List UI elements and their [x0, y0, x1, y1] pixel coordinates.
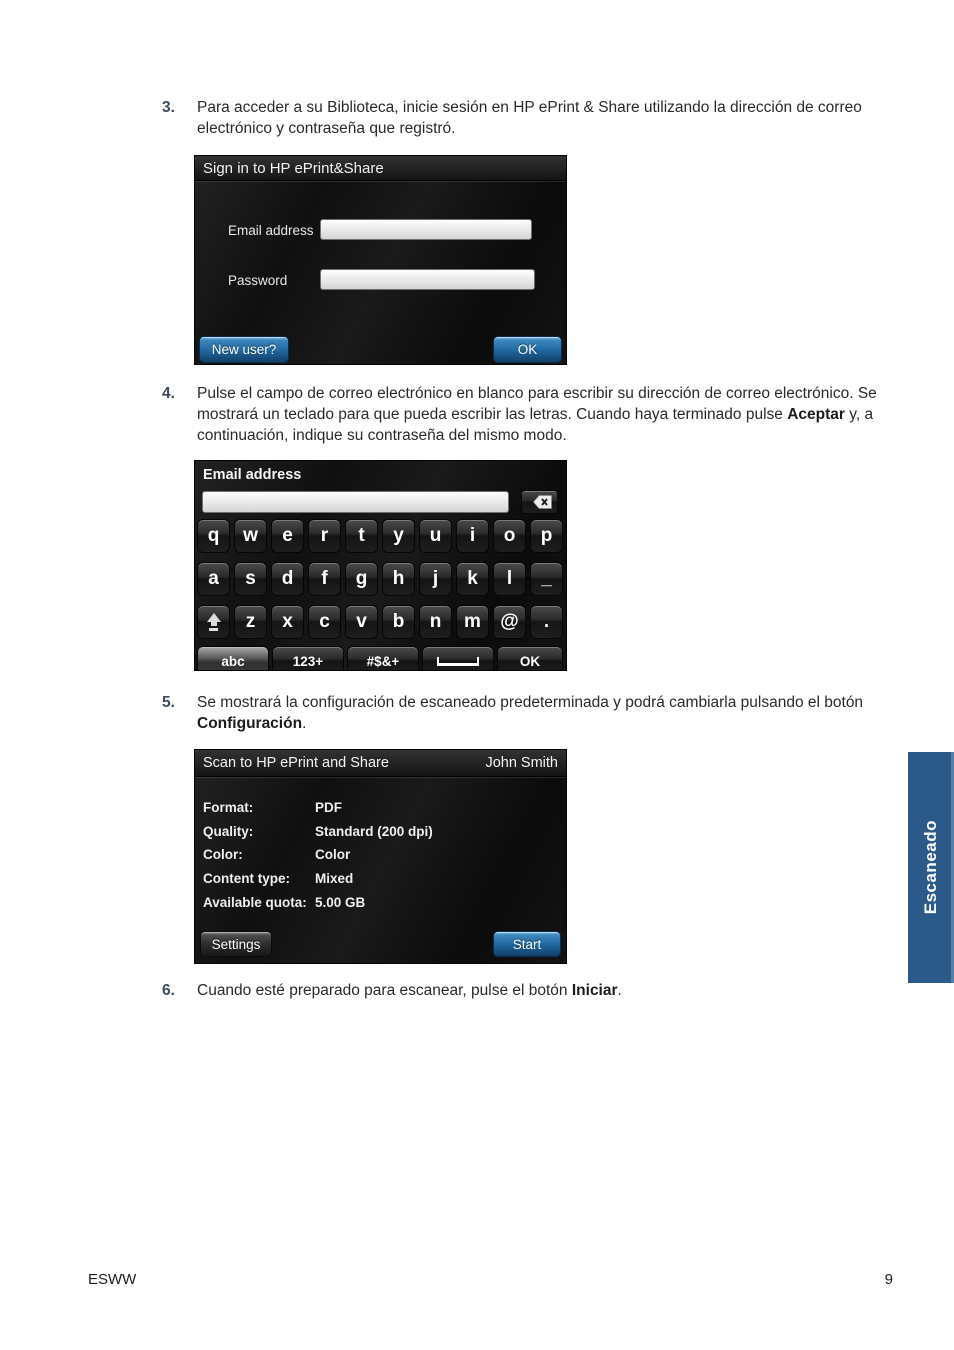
scan-setting-label: Format: [203, 800, 254, 816]
password-field[interactable] [320, 269, 535, 290]
keyboard-row-4 [197, 646, 563, 670]
key-m[interactable]: m [456, 605, 489, 639]
key-u[interactable]: u [419, 519, 452, 553]
step-5 [162, 692, 877, 734]
email-field[interactable] [320, 219, 532, 240]
scan-settings-list [203, 796, 558, 914]
scan-setting-value: 5.00 GB [315, 894, 366, 910]
step-5-text [197, 692, 877, 734]
scan-setting-value: PDF [315, 800, 342, 816]
key-t[interactable]: t [345, 519, 378, 553]
key-h[interactable]: h [382, 562, 415, 596]
scan-setting-label: Available quota: [203, 894, 307, 910]
space-icon [437, 657, 479, 666]
signin-titlebar [195, 156, 566, 181]
key-n[interactable]: n [419, 605, 452, 639]
step-6-text-post: . [617, 982, 622, 999]
step-6-number: 6. [162, 982, 175, 999]
scan-title: Scan to HP ePrint and Share [203, 755, 389, 771]
step-4-text [197, 383, 877, 446]
keyboard-ok-key[interactable]: OK [497, 646, 563, 670]
signin-ok-button[interactable]: OK [493, 336, 562, 363]
scan-setting-row [203, 820, 558, 844]
step-3 [162, 97, 877, 139]
backspace-key[interactable] [521, 490, 558, 514]
key-s[interactable]: s [234, 562, 267, 596]
signin-title: Sign in to HP ePrint&Share [203, 160, 384, 177]
scan-setting-row [203, 843, 558, 867]
step-4 [162, 383, 877, 446]
scan-setting-row [203, 890, 558, 914]
key-w[interactable]: w [234, 519, 267, 553]
step-3-text-pre: Para acceder a su Biblioteca, inicie sesión en HP ePrint & Share utilizando la dirección de correo electrónico y contraseña que registró. [197, 99, 862, 137]
scan-setting-row [203, 867, 558, 891]
scan-setting-value: Color [315, 847, 351, 863]
scan-titlebar [195, 750, 566, 777]
key-q[interactable]: q [197, 519, 230, 553]
key-dot[interactable]: . [530, 605, 563, 639]
footer-page-number: 9 [884, 1271, 893, 1288]
keyboard-row-2 [197, 562, 563, 596]
key-y[interactable]: y [382, 519, 415, 553]
key-a[interactable]: a [197, 562, 230, 596]
signin-screenshot [195, 156, 566, 364]
step-6-text [197, 980, 877, 1001]
space-key[interactable] [422, 646, 494, 670]
key-[interactable]: #$&+ [347, 646, 419, 670]
keyboard-input[interactable] [202, 491, 509, 513]
step-6 [162, 980, 877, 1001]
scan-setting-value: Mixed [315, 871, 354, 887]
key-x[interactable]: x [271, 605, 304, 639]
scan-setting-label: Color: [203, 847, 243, 863]
key-j[interactable]: j [419, 562, 452, 596]
scan-setting-label: Content type: [203, 871, 290, 887]
key-i[interactable]: i [456, 519, 489, 553]
step-3-text [197, 97, 877, 139]
key-p[interactable]: p [530, 519, 563, 553]
scan-setting-value: Standard (200 dpi) [315, 823, 433, 839]
scan-user-name: John Smith [485, 755, 558, 771]
step-5-number: 5. [162, 694, 175, 711]
email-label: Email address [228, 223, 314, 238]
scan-screenshot [195, 750, 566, 963]
settings-button[interactable]: Settings [200, 931, 272, 957]
keyboard-screenshot [195, 461, 566, 670]
key-underscore[interactable]: _ [530, 562, 563, 596]
key-at[interactable]: @ [493, 605, 526, 639]
key-k[interactable]: k [456, 562, 489, 596]
footer-document-code: ESWW [88, 1271, 137, 1288]
key-l[interactable]: l [493, 562, 526, 596]
step-4-number: 4. [162, 385, 175, 402]
key-v[interactable]: v [345, 605, 378, 639]
key-g[interactable]: g [345, 562, 378, 596]
step-4-text-bold: Aceptar [787, 406, 845, 423]
key-f[interactable]: f [308, 562, 341, 596]
chapter-tab-label: Escaneado [921, 820, 940, 915]
key-d[interactable]: d [271, 562, 304, 596]
backspace-icon [527, 494, 553, 510]
scan-setting-row [203, 796, 558, 820]
step-4-text-post: y, a continuación, indique su contraseña del mismo modo. [197, 406, 874, 444]
keyboard-row-1 [197, 519, 563, 553]
chapter-tab-escaneado [908, 752, 954, 983]
key-c[interactable]: c [308, 605, 341, 639]
password-label: Password [228, 273, 288, 288]
step-5-text-bold: Configuración [197, 715, 303, 732]
step-5-text-pre: Se mostrará la configuración de escaneado predeterminada y podrá cambiarla pulsando el botón [197, 694, 864, 711]
keyboard-row-3 [197, 605, 563, 639]
scan-setting-label: Quality: [203, 823, 254, 839]
step-4-text-pre: Pulse el campo de correo electrónico en blanco para escribir su dirección de correo electrónico. Se mostrará un teclado para que pueda escribir las letras. Cuando haya terminado pulse [197, 385, 877, 423]
key-123[interactable]: 123+ [272, 646, 344, 670]
keyboard-title: Email address [203, 467, 302, 483]
step-6-text-bold: Iniciar [571, 982, 618, 999]
shift-key[interactable] [197, 605, 230, 639]
step-5-text-post: . [302, 715, 307, 732]
key-r[interactable]: r [308, 519, 341, 553]
new-user-button[interactable]: New user? [199, 336, 289, 363]
key-abc[interactable]: abc [197, 646, 269, 670]
step-3-number: 3. [162, 99, 175, 116]
key-z[interactable]: z [234, 605, 267, 639]
key-e[interactable]: e [271, 519, 304, 553]
key-b[interactable]: b [382, 605, 415, 639]
shift-icon [207, 613, 221, 631]
step-6-text-pre: Cuando esté preparado para escanear, pulse el botón [197, 982, 572, 999]
start-button[interactable]: Start [493, 931, 561, 957]
key-o[interactable]: o [493, 519, 526, 553]
